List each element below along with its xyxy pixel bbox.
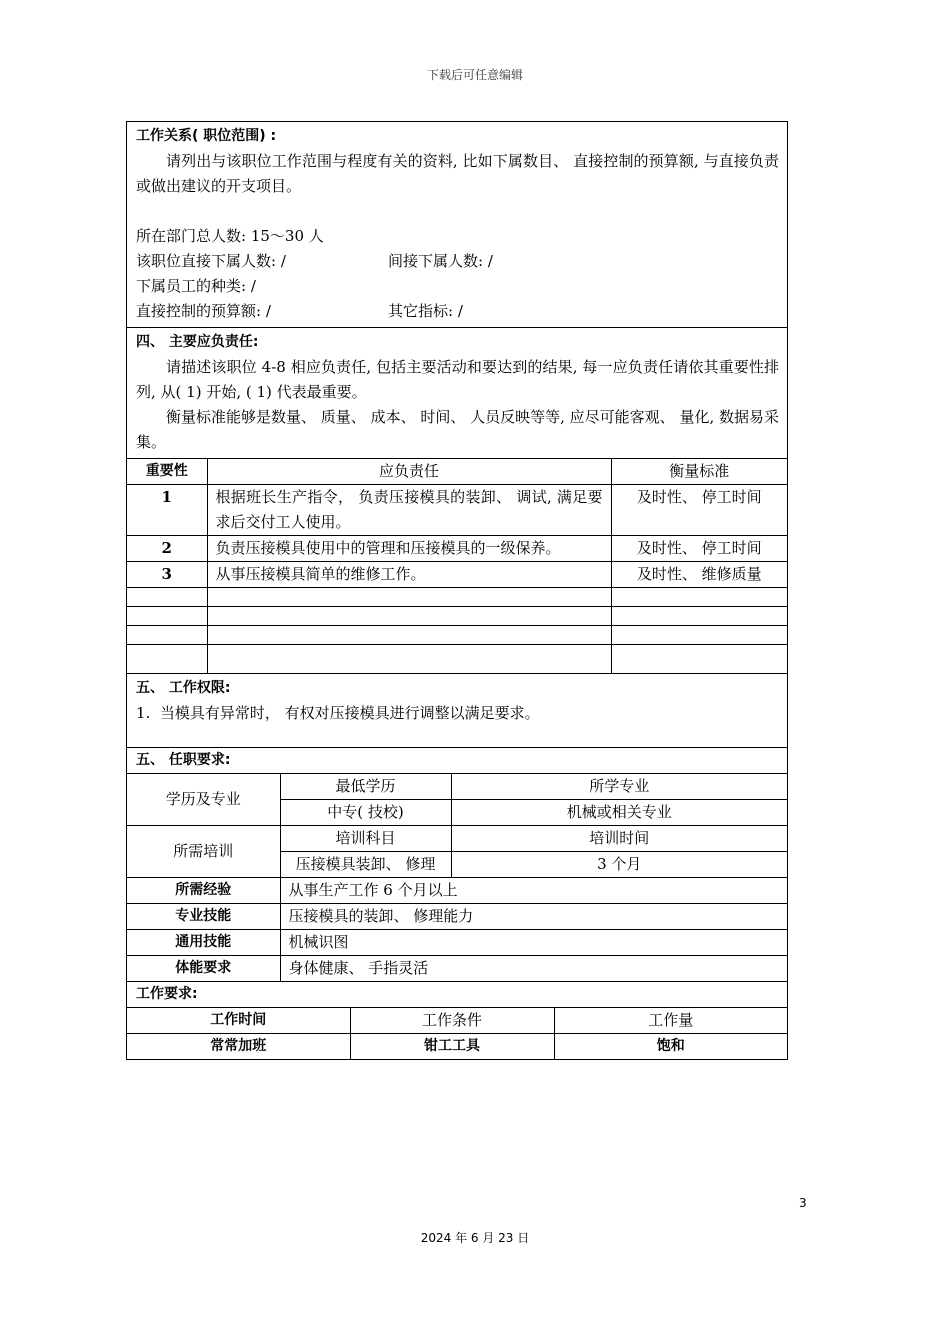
other-indicators: 其它指标: / (388, 302, 463, 320)
general-skill-value: 机械识图 (280, 930, 787, 956)
work-condition-value: 钳工工具 (350, 1034, 554, 1060)
importance-cell: 1 (127, 485, 207, 536)
standard-cell: 及时性、 停工时间 (611, 485, 787, 536)
importance-cell: 2 (127, 536, 207, 562)
training-subject-header: 培训科目 (280, 826, 451, 852)
duty-cell: 负责压接模具使用中的管理和压接模具的一级保养。 (207, 536, 611, 562)
authority-title: 五、 工作权限: (136, 680, 231, 696)
requirements-table-wrap (127, 774, 787, 982)
training-label: 所需培训 (127, 826, 280, 878)
budget-row (136, 299, 779, 324)
authority-item-1 (136, 701, 779, 726)
empty-row (127, 645, 787, 674)
table-row (127, 485, 787, 536)
duties-intro-1: 请描述该职位 4-8 相应负责任, 包括主要活动和要达到的结果, 每一应负责任请依其重要性排列, 从( 1) 开始, ( 1) 代表最重要。 (136, 358, 779, 401)
duties-intro-2: 衡量标准能够是数量、 质量、 成本、 时间、 人员反映等等, 应尽可能客观、 量化, 数据易采集。 (136, 408, 779, 451)
experience-value: 从事生产工作 6 个月以上 (280, 878, 787, 904)
importance-header: 重要性 (127, 459, 207, 485)
major-header: 所学专业 (451, 774, 787, 800)
experience-label: 所需经验 (127, 878, 280, 904)
work-load-header: 工作量 (554, 1008, 787, 1034)
duty-cell: 根据班长生产指令， 负责压接模具的装卸、 调试, 满足要求后交付工人使用。 (207, 485, 611, 536)
authority-item-num: 1. (136, 704, 151, 722)
section-scope (127, 122, 787, 328)
training-time-header: 培训时间 (451, 826, 787, 852)
job-description-form (126, 121, 788, 1060)
duties-title: 四、 主要应负责任: (136, 334, 259, 350)
section-work (127, 982, 787, 1008)
dept-total: 所在部门总人数: 15～30 人 (136, 227, 324, 245)
work-table (127, 1008, 787, 1059)
section-duties (127, 328, 787, 459)
standard-header: 衡量标准 (611, 459, 787, 485)
major-value: 机械或相关专业 (451, 800, 787, 826)
work-title: 工作要求: (136, 986, 198, 1002)
authority-item-text: 当模具有异常时， 有权对压接模具进行调整以满足要求。 (159, 704, 540, 722)
requirements-table (127, 774, 787, 981)
standard-cell: 及时性、 维修质量 (611, 562, 787, 588)
page-number: 3 (799, 1196, 807, 1210)
physical-label: 体能要求 (127, 956, 280, 982)
scope-title: 工作关系( 职位范围) : (136, 128, 277, 144)
pro-skill-value: 压接模具的装卸、 修理能力 (280, 904, 787, 930)
work-table-wrap (127, 1008, 787, 1059)
indirect-subordinates: 间接下属人数: / (388, 252, 493, 270)
header-note: 下载后可任意编辑 (426, 68, 523, 82)
duties-table (127, 459, 787, 673)
section-authority (127, 674, 787, 748)
direct-subordinates: 该职位直接下属人数: / (136, 252, 286, 270)
general-skill-label: 通用技能 (127, 930, 280, 956)
table-row (127, 536, 787, 562)
footer-date: 2024 年 6 月 23 日 (420, 1231, 530, 1245)
subordinate-types: 下属员工的种类: / (136, 277, 256, 295)
section-requirements (127, 748, 787, 774)
pro-skill-label: 专业技能 (127, 904, 280, 930)
empty-row (127, 626, 787, 645)
standard-cell: 及时性、 停工时间 (611, 536, 787, 562)
duties-header-row (127, 459, 787, 485)
spacer (136, 199, 779, 224)
duties-table-wrap (127, 459, 787, 674)
direct-budget: 直接控制的预算额: / (136, 302, 271, 320)
requirements-title: 五、 任职要求: (136, 752, 231, 768)
min-edu-header: 最低学历 (280, 774, 451, 800)
min-edu-value: 中专( 技校) (280, 800, 451, 826)
physical-value: 身体健康、 手指灵活 (280, 956, 787, 982)
subordinates-row (136, 249, 779, 274)
work-condition-header: 工作条件 (350, 1008, 554, 1034)
empty-row (127, 588, 787, 607)
empty-row (127, 607, 787, 626)
training-subject-value: 压接模具装卸、 修理 (280, 852, 451, 878)
duty-cell: 从事压接模具简单的维修工作。 (207, 562, 611, 588)
scope-intro: 请列出与该职位工作范围与程度有关的资料, 比如下属数目、 直接控制的预算额, 与直接负责或做出建议的开支项目。 (136, 152, 779, 195)
work-time-value: 常常加班 (127, 1034, 350, 1060)
education-label: 学历及专业 (127, 774, 280, 826)
duty-header: 应负责任 (207, 459, 611, 485)
work-time-header: 工作时间 (127, 1008, 350, 1034)
importance-cell: 3 (127, 562, 207, 588)
table-row (127, 562, 787, 588)
work-load-value: 饱和 (554, 1034, 787, 1060)
training-time-value: 3 个月 (451, 852, 787, 878)
